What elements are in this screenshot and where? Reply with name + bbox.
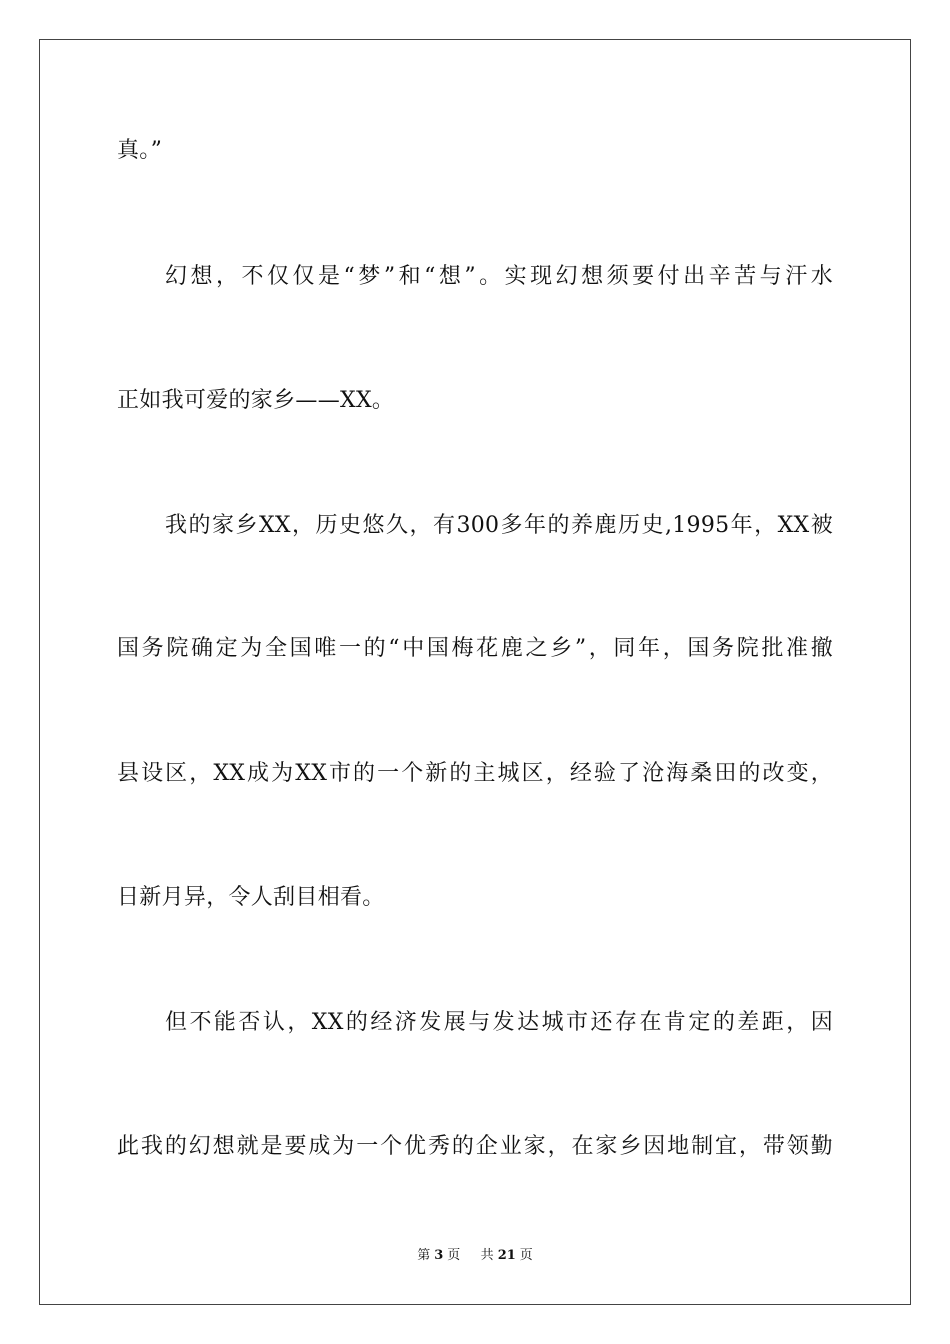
text-line-6: 县设区，XX成为XX市的一个新的主城区，经验了沧海桑田的改变， [117,761,833,786]
text-line-5: 国务院确定为全国唯一的“中国梅花鹿之乡”，同年，国务院批准撤 [117,636,833,661]
text-line-9: 此我的幻想就是要成为一个优秀的企业家，在家乡因地制宜，带领勤 [117,1134,833,1159]
text-line-1: 真。” [117,138,163,163]
text-line-8: 但不能否认，XX的经济发展与发达城市还存在肯定的差距，因 [165,1010,833,1035]
text-line-2: 幻想，不仅仅是“梦”和“想”。实现幻想须要付出辛苦与汗水 [165,264,833,289]
total-pages-label: 共 21 页 [480,1248,533,1263]
page-border [39,39,911,1305]
page-number-label: 第 3 页 [417,1248,461,1263]
text-line-3: 正如我可爱的家乡——XX。 [117,388,395,413]
text-line-4: 我的家乡XX，历史悠久，有300多年的养鹿历史,1995年，XX被 [165,513,833,538]
page-footer [0,1247,950,1265]
text-line-7: 日新月异，令人刮目相看。 [117,885,385,910]
